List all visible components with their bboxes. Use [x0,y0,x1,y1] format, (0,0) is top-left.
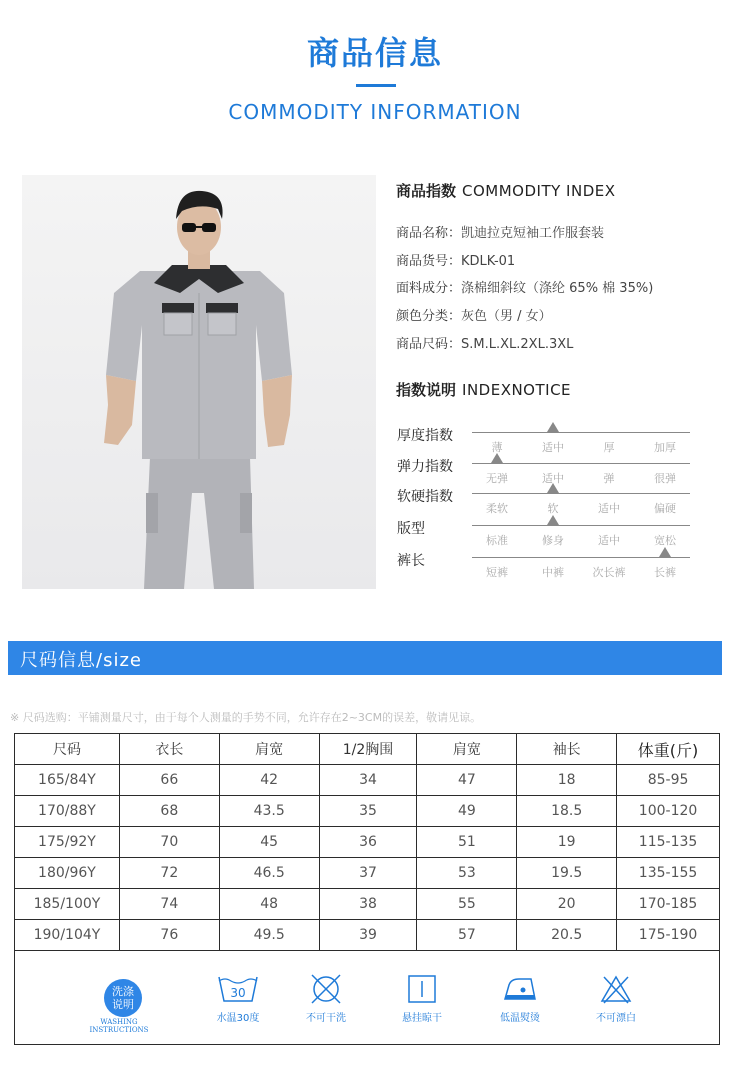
scale-option: 适中 [598,502,620,515]
low-iron-icon [501,973,539,1005]
table-cell: 45 [219,827,319,858]
scale-marker [659,547,671,557]
scale-option: 修身 [542,534,564,547]
attr-color [396,305,552,324]
scale-label: 版型 [397,521,425,537]
table-cell: 115-135 [617,827,720,858]
wash-caption: 悬挂晾干 [402,1013,442,1024]
table-cell: 66 [119,765,219,796]
scale-option: 标准 [486,534,508,547]
table-cell: 100-120 [617,796,720,827]
wash-item-no-dry-clean [291,973,361,1024]
attr-key: 面料成分： [396,281,462,296]
table-cell: 85-95 [617,765,720,796]
scale-marker [547,422,559,432]
table-cell: 39 [319,920,417,951]
attr-fabric [396,277,653,296]
table-row [15,765,720,796]
scale-option: 短裤 [486,566,508,579]
attr-value: 涤棉细斜纹（涤纶 65% 棉 35%) [461,281,654,296]
header-cell: 尺码 [15,734,120,765]
table-cell: 53 [417,858,517,889]
table-cell: 20.5 [517,920,617,951]
scale-option: 很弹 [654,472,676,485]
scale-track [472,432,690,433]
table-cell: 68 [119,796,219,827]
table-cell: 43.5 [219,796,319,827]
attr-key: 商品名称： [396,226,462,241]
table-cell: 37 [319,858,417,889]
scale-marker [491,453,503,463]
table-cell: 34 [319,765,417,796]
workwear-model-illustration [22,175,376,589]
wash-caption: 不可干洗 [306,1013,346,1024]
table-cell: 36 [319,827,417,858]
table-cell: 48 [219,889,319,920]
scale-track [472,493,690,494]
wash-caption: 低温熨烫 [500,1013,540,1024]
scale-track [472,525,690,526]
attr-sku [396,250,515,269]
table-cell: 18 [517,765,617,796]
scale-option: 适中 [542,472,564,485]
scale-marker [547,515,559,525]
attr-key: 商品尺码： [396,337,462,352]
scale-marker [547,483,559,493]
table-cell: 47 [417,765,517,796]
table-cell: 49 [417,796,517,827]
table-cell: 74 [119,889,219,920]
washing-badge-en: WASHING INSTRUCTIONS [89,1018,149,1034]
attr-name [396,222,604,241]
scale-option: 柔软 [486,502,508,515]
scale-option: 弹 [603,472,615,485]
size-note: ※ 尺码选购：平铺测量尺寸，由于每个人测量的手势不同，允许存在2~3CM的误差，敬请见谅。 [10,711,482,724]
wash-item-no-bleach [581,973,651,1024]
table-cell: 46.5 [219,858,319,889]
table-cell: 20 [517,889,617,920]
scale-label: 弹力指数 [397,459,453,475]
washing-badge-line2: 说明 [112,998,134,1011]
scale-option: 加厚 [654,441,676,454]
table-row [15,920,720,951]
table-row [15,796,720,827]
table-cell: 175-190 [617,920,720,951]
table-row [15,889,720,920]
table-cell: 135-155 [617,858,720,889]
table-cell: 19 [517,827,617,858]
scale-option: 软 [547,502,559,515]
scale-option: 偏硬 [654,502,676,515]
table-cell: 165/84Y [15,765,120,796]
washing-badge-line1: 洗涤 [112,985,134,998]
attr-value: 灰色（男 / 女） [461,309,552,324]
scale-option: 薄 [491,441,503,454]
table-cell: 170/88Y [15,796,120,827]
wash-item-hang-dry [387,973,457,1024]
commodity-index-title-en: COMMODITY INDEX [462,182,616,200]
wash-30-symbol: 30 [230,986,246,1000]
index-notice-title-en: INDEXNOTICE [462,381,572,399]
index-notice-heading [396,379,571,400]
attr-value: S.M.L.XL.2XL.3XL [461,337,574,352]
washing-instructions [14,951,720,1045]
scale-option: 无弹 [486,472,508,485]
wash-30-icon [216,973,260,1005]
attr-key: 商品货号： [396,254,462,269]
washing-badge [104,979,142,1017]
table-cell: 38 [319,889,417,920]
scale-option: 宽松 [654,534,676,547]
attr-value: 凯迪拉克短袖工作服套装 [461,226,605,241]
table-cell: 19.5 [517,858,617,889]
no-bleach-icon [598,973,634,1005]
table-cell: 57 [417,920,517,951]
size-banner-label: 尺码信息/size [20,650,142,671]
scale-option: 次长裤 [592,566,626,579]
scale-label: 厚度指数 [397,428,453,444]
header-cell: 1/2胸围 [319,734,417,765]
table-cell: 42 [219,765,319,796]
commodity-index-title-cn: 商品指数 [396,182,457,200]
scale-track [472,463,690,464]
table-cell: 35 [319,796,417,827]
header-cell: 肩宽 [417,734,517,765]
table-cell: 185/100Y [15,889,120,920]
product-photo [22,175,376,589]
size-banner [8,641,722,675]
table-cell: 51 [417,827,517,858]
index-notice-title-cn: 指数说明 [396,381,457,399]
size-table-header [15,734,720,765]
no-tumble-dry-icon [308,973,344,1005]
table-cell: 72 [119,858,219,889]
attr-size [396,333,573,352]
table-cell: 175/92Y [15,827,120,858]
wash-caption: 水温30度 [216,1013,260,1024]
attr-value: KDLK-01 [461,254,516,269]
scale-option: 长裤 [654,566,676,579]
table-cell: 18.5 [517,796,617,827]
header-cell: 体重(斤) [617,734,720,765]
wash-item-low-iron [485,973,555,1024]
attr-key: 颜色分类： [396,309,462,324]
table-cell: 190/104Y [15,920,120,951]
scale-label: 裤长 [397,553,425,569]
scale-option: 适中 [598,534,620,547]
scale-option: 中裤 [542,566,564,579]
table-cell: 170-185 [617,889,720,920]
scale-label: 软硬指数 [397,489,453,505]
header-cell: 袖长 [517,734,617,765]
page-title: 商品信息 [306,34,443,72]
commodity-index-heading [396,180,616,201]
table-cell: 49.5 [219,920,319,951]
hang-dry-icon [406,973,438,1005]
wash-item-30 [203,973,273,1024]
title-underline [356,84,396,87]
scale-option: 适中 [542,441,564,454]
table-cell: 70 [119,827,219,858]
table-cell: 76 [119,920,219,951]
scale-track [472,557,690,558]
table-row [15,827,720,858]
size-table [14,733,720,951]
table-cell: 180/96Y [15,858,120,889]
table-cell: 55 [417,889,517,920]
header-cell: 衣长 [119,734,219,765]
header-cell: 肩宽 [219,734,319,765]
page-subtitle: COMMODITY INFORMATION [228,100,522,124]
scale-option: 厚 [603,441,615,454]
table-row [15,858,720,889]
wash-caption: 不可漂白 [596,1013,636,1024]
